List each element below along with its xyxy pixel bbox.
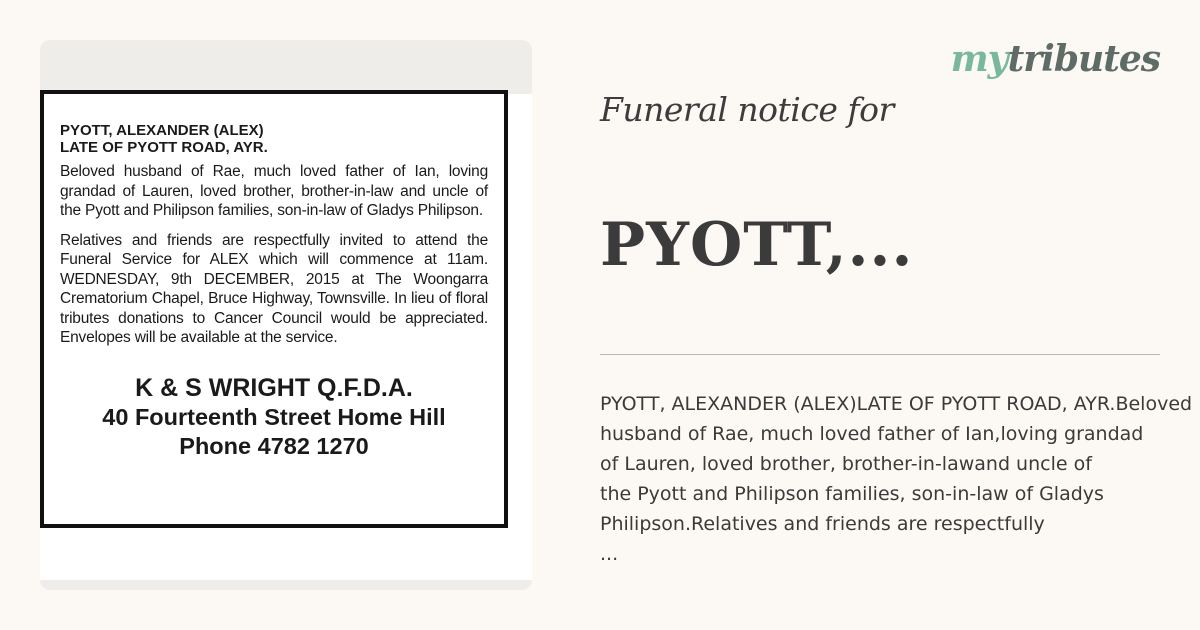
deceased-name: PYOTT,... [600,210,914,280]
funeral-director-name: K & S WRIGHT Q.F.D.A. [135,373,413,402]
excerpt-line: PYOTT, ALEXANDER (ALEX)LATE OF PYOTT ROAD, AYR.Beloved [600,393,1193,415]
page-heading: Funeral notice for [600,90,894,129]
mytributes-logo [951,38,1160,80]
excerpt-line: the Pyott and Philipson families, son-in-law of Gladys [600,483,1104,505]
notice-service-paragraph: Relatives and friends are respectfully invited to attend the Funeral Service for ALEX which will commence at 11am. WEDNESDAY, 9th DECEMBER, 2015 at The Woongarra Crematorium Chapel, Bruce Highway, Townsville. In lieu of floral tributes donations to Cancer Council would be appreciated. Envelopes will be available at the service. [60,231,488,346]
excerpt-line: of Lauren, loved brother, brother-in-lawand uncle of [600,453,1092,475]
notice-excerpt [600,389,1193,569]
funeral-notice-clipping [40,90,508,528]
notice-title-address: LATE OF PYOTT ROAD, AYR. [60,139,268,156]
divider [600,354,1160,355]
excerpt-line: husband of Rae, much loved father of Ian,loving grandad [600,423,1144,445]
funeral-director-address: 40 Fourteenth Street Home Hill [102,403,446,430]
excerpt-ellipsis: ... [600,543,619,565]
logo-my: my [950,38,1008,80]
notice-family-paragraph: Beloved husband of Rae, much loved father of Ian, loving grandad of Lauren, loved brother, brother-in-law and uncle of the Pyott and Philipson families, son-in-law of Gladys Philipson. [60,163,488,219]
funeral-director-block [60,374,488,461]
funeral-director-phone: Phone 4782 1270 [179,432,369,459]
notice-title-name: PYOTT, ALEXANDER (ALEX) [60,122,264,139]
excerpt-line: Philipson.Relatives and friends are respectfully [600,513,1045,535]
logo-tributes: tributes [1007,38,1160,80]
